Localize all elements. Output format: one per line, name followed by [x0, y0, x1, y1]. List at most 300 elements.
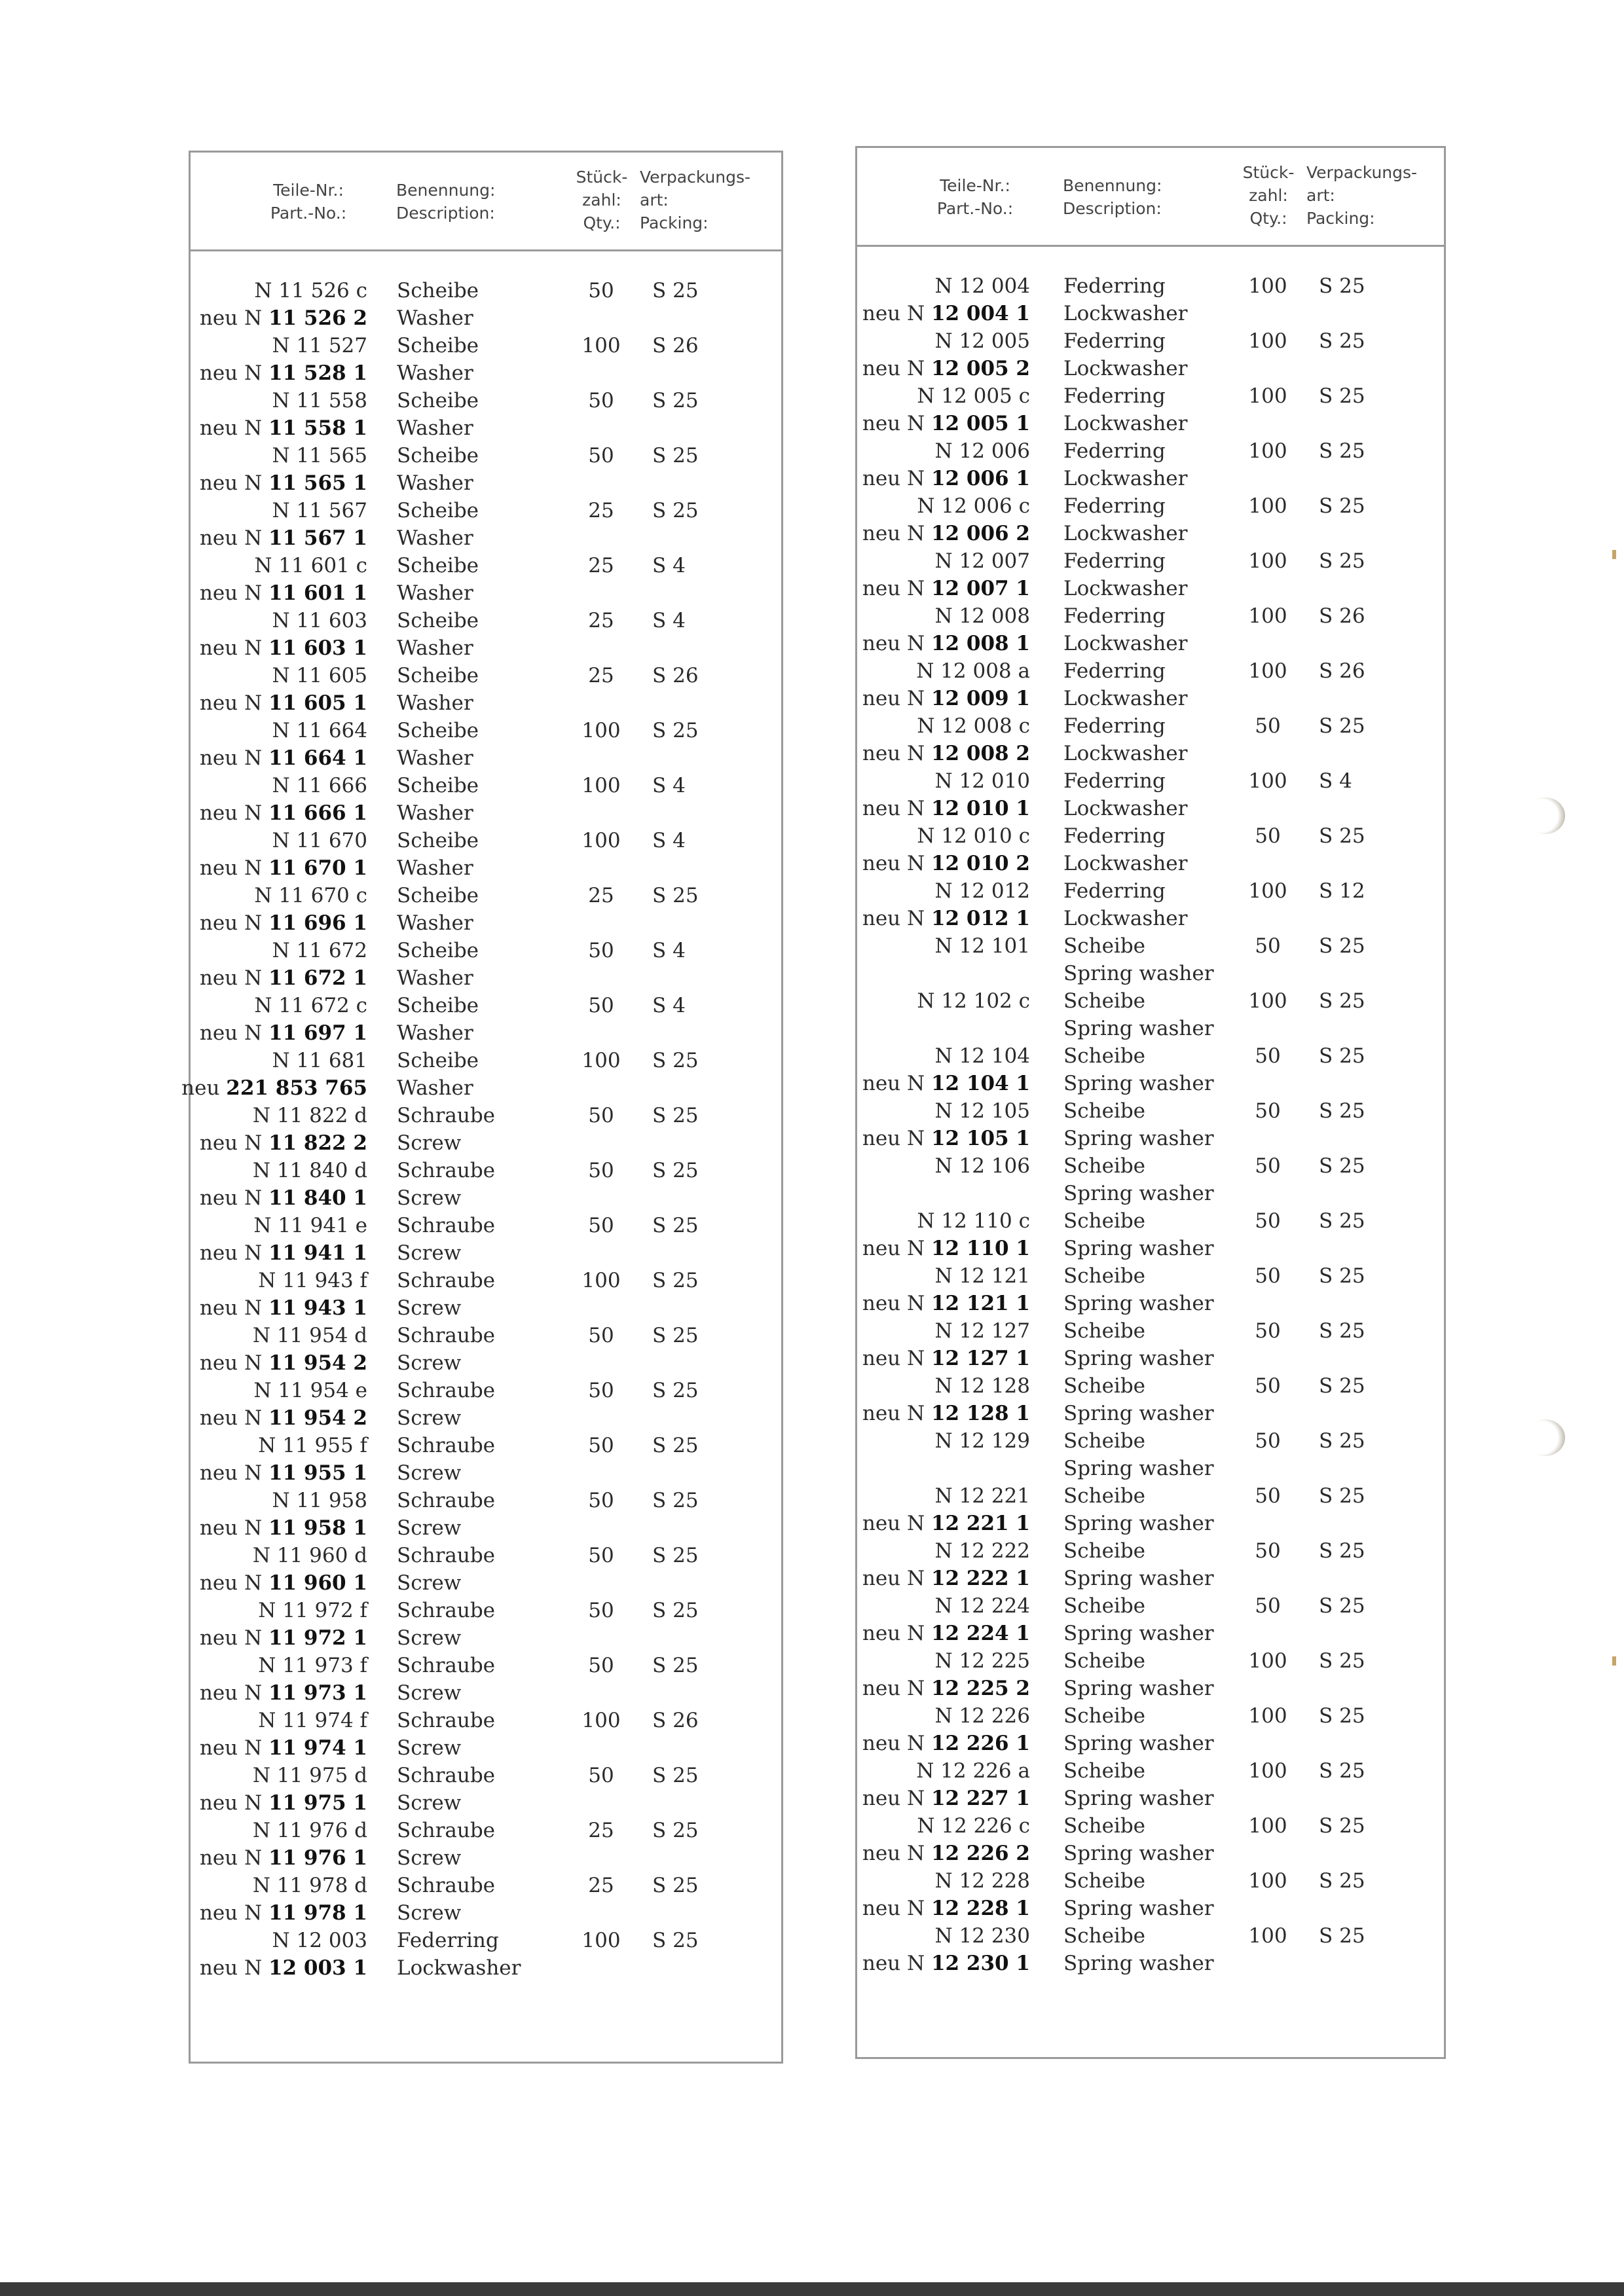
- description: Lockwasher: [1063, 797, 1188, 820]
- part-prefix: neu N: [862, 1732, 931, 1755]
- part-number: [935, 272, 1030, 300]
- description: Federring: [1063, 439, 1166, 463]
- quantity: 100: [1248, 659, 1287, 683]
- table-row: [857, 300, 1444, 327]
- description: Screw: [397, 1296, 462, 1320]
- part-number: [862, 1290, 1030, 1317]
- table-row: [857, 1345, 1444, 1372]
- part-number: [181, 1074, 367, 1102]
- table-row: [857, 932, 1444, 960]
- part-number-new: 11 558 1: [268, 416, 367, 440]
- table-row: [857, 575, 1444, 602]
- packing: S 25: [652, 1159, 699, 1182]
- part-number: [862, 1620, 1030, 1647]
- quantity: 100: [1248, 549, 1287, 573]
- description: Spring washer: [1063, 1347, 1214, 1370]
- table-row: [857, 1895, 1444, 1922]
- table-row: [857, 1950, 1444, 1977]
- quantity: 50: [588, 389, 614, 412]
- description: Screw: [397, 1736, 462, 1760]
- description: Screw: [397, 1351, 462, 1375]
- description: Scheibe: [1063, 1044, 1146, 1068]
- table-row: [191, 937, 781, 964]
- part-number: [272, 662, 367, 689]
- table-row: [191, 1184, 781, 1212]
- part-prefix: neu N: [862, 467, 931, 490]
- part-number: [862, 300, 1030, 327]
- table-row: [857, 355, 1444, 382]
- part-number: [862, 355, 1030, 382]
- part-number-old: N 11 954 d: [252, 1324, 367, 1347]
- table-row: [857, 877, 1444, 905]
- description: Schraube: [397, 1269, 496, 1292]
- table-row: [857, 1482, 1444, 1510]
- packing: S 25: [1319, 384, 1365, 408]
- description: Screw: [397, 1186, 462, 1210]
- table-row: [857, 657, 1444, 685]
- table-row: [191, 414, 781, 442]
- part-number-old: N 11 978 d: [252, 1874, 367, 1897]
- table-row: [857, 382, 1444, 410]
- part-number-old: N 11 840 d: [252, 1159, 367, 1182]
- description: Federring: [1063, 769, 1166, 793]
- quantity: 100: [1248, 1759, 1287, 1783]
- table-row: [857, 1455, 1444, 1482]
- table-row: [857, 1867, 1444, 1895]
- part-prefix: neu N: [199, 691, 268, 715]
- description: Scheibe: [397, 774, 479, 797]
- table-row: [191, 799, 781, 827]
- table-row: [191, 277, 781, 304]
- description: Screw: [397, 1571, 462, 1595]
- part-number-old: N 12 222: [934, 1539, 1030, 1563]
- packing: S 4: [652, 939, 686, 962]
- description: Schraube: [397, 1874, 496, 1897]
- part-number-new: 12 227 1: [931, 1787, 1030, 1810]
- description: Scheibe: [1063, 1649, 1146, 1673]
- part-prefix: neu N: [199, 636, 268, 660]
- part-number-old: N 11 822 d: [252, 1104, 367, 1127]
- part-number-old: N 11 664: [272, 719, 367, 742]
- quantity: 100: [1248, 274, 1287, 298]
- table-row: [857, 1647, 1444, 1675]
- table-row: [191, 1542, 781, 1569]
- description: Washer: [397, 581, 473, 605]
- table-row: [857, 327, 1444, 355]
- part-number: [200, 579, 367, 607]
- part-number: [258, 1652, 367, 1679]
- part-prefix: neu N: [862, 522, 931, 545]
- packing: S 4: [1319, 769, 1352, 793]
- part-prefix: neu N: [199, 1406, 268, 1430]
- description: Federring: [1063, 714, 1166, 738]
- description: Federring: [1063, 274, 1166, 298]
- part-number: [935, 1372, 1030, 1400]
- part-number-old: N 11 955 f: [258, 1434, 367, 1457]
- packing: S 25: [1319, 274, 1365, 298]
- part-number-old: N 11 527: [272, 334, 367, 357]
- quantity: 100: [581, 1709, 621, 1732]
- packing: S 25: [652, 1049, 699, 1072]
- header-label: Description:: [1063, 199, 1162, 218]
- table-row: [857, 1070, 1444, 1097]
- part-number: [200, 854, 367, 882]
- quantity: 100: [581, 829, 621, 852]
- table-row: [191, 964, 781, 992]
- description: Washer: [397, 306, 473, 330]
- description: Schraube: [397, 1819, 496, 1842]
- description: Screw: [397, 1406, 462, 1430]
- quantity: 100: [1248, 769, 1287, 793]
- edge-mark: [1612, 1656, 1616, 1666]
- header-label: art:: [1306, 186, 1335, 205]
- table-row: [857, 1015, 1444, 1042]
- part-number-old: N 11 526 c: [254, 279, 367, 302]
- part-number: [200, 1899, 367, 1927]
- table-row: [191, 1624, 781, 1652]
- description: Spring washer: [1063, 1952, 1214, 1975]
- quantity: 50: [1255, 1209, 1281, 1233]
- table-row: [191, 359, 781, 387]
- table-row: [191, 579, 781, 607]
- packing: S 25: [1319, 1704, 1365, 1728]
- part-number-new: 11 697 1: [268, 1021, 367, 1045]
- part-number-old: N 11 973 f: [258, 1654, 367, 1677]
- part-prefix: neu N: [862, 687, 931, 710]
- table-row: [857, 960, 1444, 987]
- part-number-old: N 12 129: [934, 1429, 1030, 1453]
- packing: S 25: [1319, 1594, 1365, 1618]
- part-number: [935, 1042, 1030, 1070]
- part-number: [200, 1954, 367, 1982]
- table-row: [191, 1597, 781, 1624]
- part-number: [862, 1950, 1030, 1977]
- description: Lockwasher: [397, 1956, 521, 1980]
- description: Spring washer: [1063, 1017, 1214, 1040]
- quantity: 25: [588, 499, 614, 522]
- header-part-no: [243, 179, 374, 225]
- description: Washer: [397, 361, 473, 385]
- part-number: [935, 1427, 1030, 1455]
- part-number-old: N 11 974 f: [258, 1709, 367, 1732]
- table-row: [191, 1789, 781, 1817]
- description: Scheibe: [397, 389, 479, 412]
- part-number-new: 221 853 765: [226, 1076, 367, 1100]
- part-number: [862, 410, 1030, 437]
- table-row: [191, 1239, 781, 1267]
- description: Schraube: [397, 1544, 496, 1567]
- table-row: [857, 1317, 1444, 1345]
- description: Schraube: [397, 1654, 496, 1677]
- packing: S 25: [1319, 824, 1365, 848]
- packing: S 25: [1319, 1539, 1365, 1563]
- part-number: [862, 1675, 1030, 1702]
- table-row: [857, 602, 1444, 630]
- part-number: [253, 1322, 367, 1349]
- part-number-new: 11 840 1: [268, 1186, 367, 1210]
- table-row: [191, 634, 781, 662]
- table-row: [857, 712, 1444, 740]
- part-number: [200, 1679, 367, 1707]
- quantity: 50: [588, 1379, 614, 1402]
- part-prefix: neu N: [199, 581, 268, 605]
- packing: S 26: [652, 1709, 699, 1732]
- packing: S 25: [652, 1819, 699, 1842]
- part-number-new: 11 526 2: [268, 306, 367, 330]
- part-prefix: neu N: [862, 1567, 931, 1590]
- description: Spring washer: [1063, 1842, 1214, 1865]
- part-number-old: N 11 976 d: [252, 1819, 367, 1842]
- part-number: [935, 1867, 1030, 1895]
- table-row: [857, 1565, 1444, 1592]
- table-row: [857, 1042, 1444, 1070]
- part-number: [272, 937, 367, 964]
- table-row: [857, 1235, 1444, 1262]
- description: Screw: [397, 1681, 462, 1705]
- description: Schraube: [397, 1709, 496, 1732]
- description: Washer: [397, 1076, 473, 1100]
- quantity: 100: [581, 1929, 621, 1952]
- part-number: [862, 905, 1030, 932]
- description: Spring washer: [1063, 1072, 1214, 1095]
- description: Spring washer: [1063, 1677, 1214, 1700]
- quantity: 50: [1255, 1594, 1281, 1618]
- part-number: [917, 492, 1030, 520]
- part-number-old: N 12 010: [934, 769, 1030, 793]
- part-number-old: N 11 558: [272, 389, 367, 412]
- description: Screw: [397, 1131, 462, 1155]
- table-row: [191, 332, 781, 359]
- packing: S 25: [652, 1599, 699, 1622]
- part-number: [272, 607, 367, 634]
- part-number-new: 12 110 1: [931, 1237, 1030, 1260]
- description: Lockwasher: [1063, 357, 1188, 380]
- header-label: Packing:: [640, 213, 709, 232]
- part-number: [917, 1207, 1030, 1235]
- table-row: [857, 1207, 1444, 1235]
- description: Federring: [1063, 824, 1166, 848]
- packing: S 4: [652, 609, 686, 632]
- part-number-new: 11 973 1: [268, 1681, 367, 1705]
- part-number-old: N 12 127: [934, 1319, 1030, 1343]
- header-description: [1063, 174, 1207, 220]
- table-row: [857, 1400, 1444, 1427]
- part-number: [916, 657, 1030, 685]
- part-prefix: neu N: [199, 1791, 268, 1815]
- part-prefix: neu N: [199, 1021, 268, 1045]
- packing: S 25: [1319, 1429, 1365, 1453]
- part-number-new: 12 009 1: [931, 687, 1030, 710]
- packing: S 25: [652, 1929, 699, 1952]
- part-number-new: 12 005 1: [931, 412, 1030, 435]
- description: Spring washer: [1063, 1787, 1214, 1810]
- part-number: [862, 1510, 1030, 1537]
- table-row: [191, 882, 781, 909]
- description: Scheibe: [1063, 1759, 1146, 1783]
- table-row: [181, 1074, 781, 1102]
- parts-table-right: [855, 146, 1446, 2059]
- packing: S 25: [1319, 989, 1365, 1013]
- packing: S 25: [652, 1214, 699, 1237]
- part-number: [272, 717, 367, 744]
- quantity: 100: [1248, 989, 1287, 1013]
- description: Scheibe: [1063, 1429, 1146, 1453]
- part-number-old: N 12 224: [934, 1594, 1030, 1618]
- part-number: [254, 882, 367, 909]
- part-number: [253, 1102, 367, 1129]
- part-number-old: N 12 106: [934, 1154, 1030, 1178]
- table-row: [191, 662, 781, 689]
- part-prefix: neu N: [199, 1351, 268, 1375]
- table-row: [857, 1427, 1444, 1455]
- table-row: [857, 1510, 1444, 1537]
- part-prefix: neu N: [199, 1736, 268, 1760]
- description: Schraube: [397, 1104, 496, 1127]
- part-number: [935, 1647, 1030, 1675]
- part-number: [200, 744, 367, 772]
- part-number-old: N 12 008 a: [916, 659, 1030, 683]
- description: Federring: [397, 1929, 499, 1952]
- part-number-new: 12 010 2: [931, 852, 1030, 875]
- description: Washer: [397, 636, 473, 660]
- table-row: [857, 740, 1444, 767]
- part-number-new: 12 105 1: [931, 1127, 1030, 1150]
- part-number: [200, 1514, 367, 1542]
- part-prefix: neu N: [199, 746, 268, 770]
- part-number-new: 11 822 2: [268, 1131, 367, 1155]
- table-row: [191, 1899, 781, 1927]
- part-number: [935, 1317, 1030, 1345]
- quantity: 50: [1255, 1319, 1281, 1343]
- quantity: 25: [588, 609, 614, 632]
- table-row: [191, 827, 781, 854]
- packing: S 25: [652, 1874, 699, 1897]
- table-row: [857, 987, 1444, 1015]
- part-number-new: 11 696 1: [268, 911, 367, 935]
- part-number: [916, 1757, 1030, 1785]
- description: Spring washer: [1063, 1402, 1214, 1425]
- part-number-old: N 11 565: [272, 444, 367, 467]
- part-number-old: N 12 005: [934, 329, 1030, 353]
- part-number-new: 11 976 1: [268, 1846, 367, 1870]
- quantity: 100: [581, 774, 621, 797]
- packing: S 25: [652, 1434, 699, 1457]
- header-label: zahl:: [582, 191, 621, 210]
- description: Federring: [1063, 549, 1166, 573]
- packing: S 25: [1319, 1209, 1365, 1233]
- description: Scheibe: [1063, 1594, 1146, 1618]
- description: Lockwasher: [1063, 852, 1188, 875]
- table-row: [857, 492, 1444, 520]
- part-number-old: N 12 008: [934, 604, 1030, 628]
- table-body-right: [857, 272, 1444, 1977]
- description: Spring washer: [1063, 1622, 1214, 1645]
- table-row: [191, 744, 781, 772]
- table-row: [857, 850, 1444, 877]
- description: Federring: [1063, 659, 1166, 683]
- description: Scheibe: [397, 499, 479, 522]
- part-number-old: N 12 007: [934, 549, 1030, 573]
- packing: S 25: [652, 1104, 699, 1127]
- part-prefix: neu N: [862, 1787, 931, 1810]
- part-number: [200, 1294, 367, 1322]
- quantity: 100: [1248, 494, 1287, 518]
- table-row: [857, 1785, 1444, 1812]
- part-prefix: neu N: [862, 1237, 931, 1260]
- table-row: [191, 1679, 781, 1707]
- description: Scheibe: [397, 279, 479, 302]
- part-prefix: neu N: [862, 1677, 931, 1700]
- quantity: 50: [588, 444, 614, 467]
- table-row: [857, 1922, 1444, 1950]
- part-number: [862, 1895, 1030, 1922]
- quantity: 50: [1255, 714, 1281, 738]
- packing: S 25: [1319, 1044, 1365, 1068]
- description: Schraube: [397, 1489, 496, 1512]
- part-number: [200, 909, 367, 937]
- table-row: [191, 387, 781, 414]
- table-row: [857, 767, 1444, 795]
- description: Screw: [397, 1846, 462, 1870]
- part-number: [862, 795, 1030, 822]
- part-number: [200, 799, 367, 827]
- part-prefix: neu N: [199, 1571, 268, 1595]
- part-number-old: N 12 105: [934, 1099, 1030, 1123]
- table-row: [191, 1377, 781, 1404]
- part-number-old: N 11 975 d: [252, 1764, 367, 1787]
- part-prefix: neu N: [862, 577, 931, 600]
- description: Scheibe: [1063, 1814, 1146, 1838]
- header-quantity: [569, 166, 635, 234]
- quantity: 50: [588, 939, 614, 962]
- table-row: [191, 689, 781, 717]
- quantity: 50: [588, 1599, 614, 1622]
- quantity: 50: [1255, 934, 1281, 958]
- part-prefix: neu N: [862, 1952, 931, 1975]
- quantity: 50: [1255, 824, 1281, 848]
- part-number: [253, 1817, 367, 1844]
- table-row: [857, 1702, 1444, 1730]
- part-number-old: N 11 954 e: [253, 1379, 367, 1402]
- part-number-new: 12 121 1: [931, 1292, 1030, 1315]
- part-number-new: 12 004 1: [931, 302, 1030, 325]
- part-prefix: neu N: [862, 1512, 931, 1535]
- part-number: [272, 387, 367, 414]
- part-number-new: 11 601 1: [268, 581, 367, 605]
- part-number-new: 12 006 1: [931, 467, 1030, 490]
- table-row: [857, 1620, 1444, 1647]
- description: Lockwasher: [1063, 522, 1188, 545]
- table-row: [191, 469, 781, 497]
- part-number-old: N 12 008 c: [917, 714, 1030, 738]
- table-row: [191, 1102, 781, 1129]
- part-number: [200, 1569, 367, 1597]
- part-number: [200, 1404, 367, 1432]
- part-prefix: neu N: [862, 907, 931, 930]
- part-number-new: 11 565 1: [268, 471, 367, 495]
- description: Scheibe: [397, 664, 479, 687]
- part-prefix: neu N: [862, 632, 931, 655]
- part-number: [272, 827, 367, 854]
- part-number: [258, 1707, 367, 1734]
- part-number-new: 12 003 1: [268, 1956, 367, 1980]
- part-number-new: 12 226 2: [931, 1842, 1030, 1865]
- description: Spring washer: [1063, 1237, 1214, 1260]
- part-number: [935, 877, 1030, 905]
- description: Scheibe: [397, 829, 479, 852]
- part-prefix: neu N: [862, 1072, 931, 1095]
- part-number-new: 11 943 1: [268, 1296, 367, 1320]
